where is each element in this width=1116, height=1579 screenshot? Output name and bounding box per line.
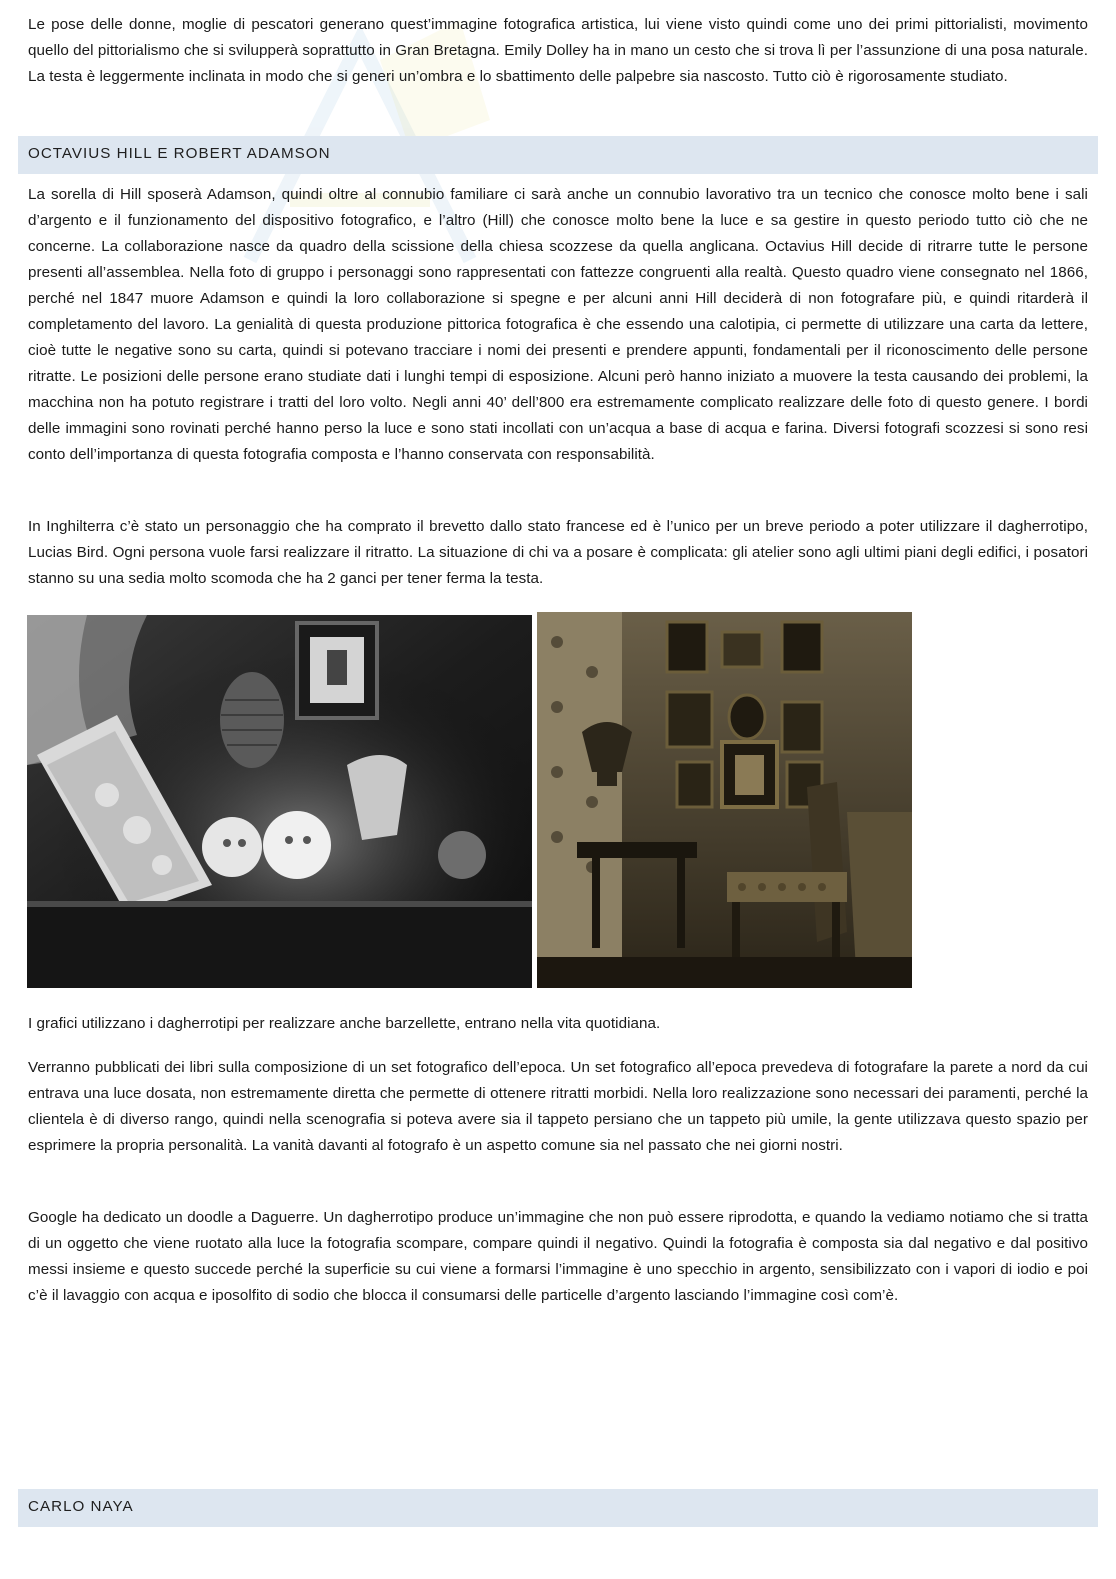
section-heading-text: OCTAVIUS HILL E ROBERT ADAMSON bbox=[28, 145, 331, 162]
section-heading-naya bbox=[18, 1489, 1098, 1527]
paragraph-inghilterra: In Inghilterra c’è stato un personaggio che ha comprato il brevetto dallo stato francese ed è l’unico per un breve periodo a poter utilizzare il dagherrotipo, Lucias Bird. Ogni persona vuole farsi realizzare il ritratto. La situazione di chi va a posare è complicata: gli atelier sono agli ultimi piani degli edifici, i posatori stanno su una sedia molto scomoda che ha 2 ganci per tener ferma la testa. bbox=[28, 518, 1088, 587]
section-heading-hill-adamson bbox=[18, 136, 1098, 174]
paragraph-libri: Verranno pubblicati dei libri sulla composizione di un set fotografico dell’epoca. Un set fotografico all’epoca prevedeva di fotografare la parete a nord da cui entrava una luce dosata, non estremamente diretta che permette di ottenere ritratti morbidi. Nella loro realizzazione sono necessari dei paramenti, perché la clientela è di diverso rango, quindi nella scenografia si poteva avere sia il tappeto persiano che un tappeto più umile, la gente utilizzava questo spazio per esprimere la propria personalità. La vanità davanti al fotografo è un aspetto comune sia nel passato che nei giorni nostri. bbox=[28, 1059, 1088, 1154]
section-heading-text: CARLO NAYA bbox=[28, 1498, 134, 1515]
photo-interior-chair bbox=[537, 612, 912, 988]
paragraph-intro: Le pose delle donne, moglie di pescatori generano quest’immagine fotografica artistica, lui viene visto quindi come uno dei primi pittorialisti, movimento quello del pittorialismo che si svilupperà soprattutto in Gran Bretagna. Emily Dolley ha in mano un cesto che si trova lì per l’assunzione di una posa naturale. La testa è leggermente inclinata in modo che si generi un’ombra e lo sbattimento delle palpebre sia nascosto. Tutto ciò è rigorosamente studiato. bbox=[28, 16, 1088, 85]
paragraph-grafici: I grafici utilizzano i dagherrotipi per realizzare anche barzellette, entrano nella vita quotidiana. bbox=[28, 1015, 661, 1032]
paragraph-google: Google ha dedicato un doodle a Daguerre. Un dagherrotipo produce un’immagine che non può essere riprodotta, e quando la vediamo notiamo che si tratta di un oggetto che viene ruotato alla luce la fotografia scompare, compare quindi il negativo. Quindi la fotografia è composta sia dal negativo e dal positivo messi insieme e questo succede perché la superficie su cui viene a formarsi l’immagine è uno specchio in argento, sensibilizzato con i vapori di iodio e poi c’è il lavaggio con acqua e iposolfito di sodio che blocca il consumarsi delle particelle d’argento lasciando l’immagine così com’è. bbox=[28, 1209, 1088, 1304]
paragraph-hill-adamson: La sorella di Hill sposerà Adamson, quindi oltre al connubio familiare ci sarà anche un connubio lavorativo tra un tecnico che conosce molto bene i sali d’argento e il funzionamento del dispositivo fotografico, e l’altro (Hill) che conosce molto bene la luce e sa gestire in questo periodo tutto ciò che ne concerne. La collaborazione nasce da quadro della scissione della chiesa scozzese da quella anglicana. Octavius Hill decide di ritrarre tutte le persone presenti all’assemblea. Nella foto di gruppo i personaggi sono rappresentati con fattezze congruenti alla realtà. Questo quadro viene consegnato nel 1866, perché nel 1847 muore Adamson e quindi la loro collaborazione si spegne e per alcuni anni Hill deciderà di non fotografare più, e quindi ritarderà il completamento del lavoro. La genialità di questa produzione pittorica fotografica è che essendo una calotipia, ci permette di utilizzare una carta da lettere, cioè tutte le negative sono su carta, quindi si potevano tracciare i nomi dei presenti e prendere appunti, fondamentali per il riconoscimento delle persone ritratte. Le posizioni delle persone erano studiate dati i lunghi tempi di esposizione. Alcuni però hanno iniziato a muovere la testa causando dei problemi, la macchina non ha potuto registrare i tratti del loro volto. Negli anni 40’ dell’800 era estremamente complicato realizzare delle foto di questo genere. I bordi delle immagini sono rovinati perché hanno perso la luce e sono stati incollati con un’acqua a base di acqua e farina. Diversi fotografi scozzesi si sono resi conto dell’importanza di questa fotografia composta e l’hanno conservata con responsabilità. bbox=[28, 186, 1088, 463]
photo-still-life bbox=[27, 615, 532, 988]
